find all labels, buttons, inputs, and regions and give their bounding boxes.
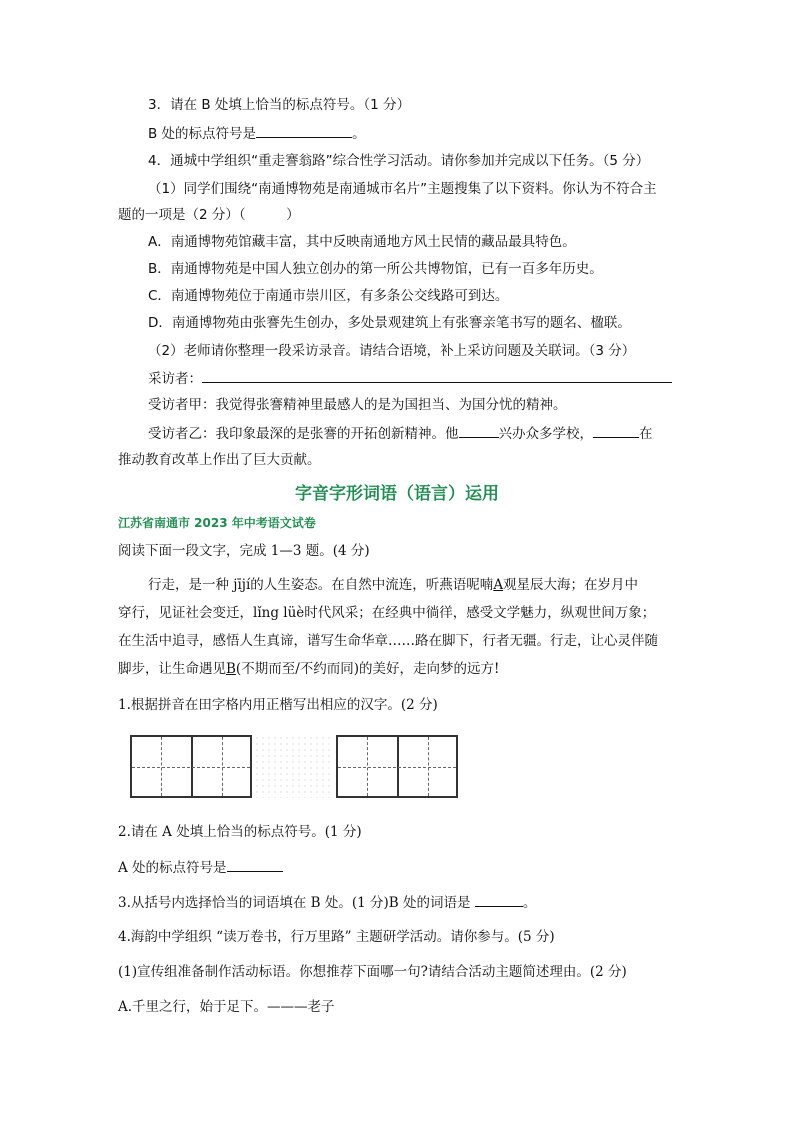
- writing-grid-right[interactable]: [336, 735, 458, 798]
- question-2-answer: [118, 858, 283, 877]
- writing-grid-left[interactable]: [130, 735, 252, 798]
- question-4-1-a: （1）同学们围绕“南通博物苑是南通城市名片”主题搜集了以下资料。你认为不符合主: [148, 181, 657, 197]
- question-3: 3．请在 B 处填上恰当的标点符号。（1 分）: [148, 97, 411, 113]
- mark-b: B: [226, 661, 236, 677]
- answer-blank[interactable]: [227, 858, 283, 872]
- question-1: 1.根据拼音在田字格内用正楷写出相应的汉字。(2 分): [118, 697, 438, 713]
- interviewee-b-cont: 推动教育改革上作出了巨大贡献。: [118, 452, 321, 468]
- question-4-1-slogan: (1)宣传组准备制作活动标语。你想推荐下面哪一句?请结合活动主题简述理由。(2 分): [118, 964, 627, 980]
- passage-text: 行走，是一种 jījí的人生姿态。在自然中流连，听燕语呢喃: [148, 577, 494, 593]
- period: 。: [522, 895, 537, 911]
- interviewee-b-line: [148, 424, 653, 443]
- question-4: 4．通城中学组织“重走謇翁路”综合性学习活动。请你参加并完成以下任务。（5 分）: [148, 153, 650, 169]
- passage-line-4: [118, 660, 499, 678]
- passage-line-1: [148, 576, 638, 594]
- passage-line-2: 穿行，见证社会变迁，lǐng lüè时代风采；在经典中徜徉，感受文学魅力，纵观世间万象；: [118, 605, 656, 621]
- answer-label: B 处的标点符号是: [148, 126, 257, 142]
- option-b: B．南通博物苑是中国人独立创办的第一所公共博物馆，已有一百多年历史。: [148, 261, 603, 277]
- exam-source: 江苏省南通市 2023 年中考语文试卷: [118, 516, 316, 530]
- option-c: C．南通博物苑位于南通市崇川区，有多条公交线路可到达。: [148, 288, 509, 304]
- passage-text: 观星辰大海；在岁月中: [503, 577, 639, 593]
- mark-a: A: [493, 577, 504, 593]
- interviewee-b-text: 受访者乙：我印象最深的是张謇的开拓创新精神。他: [148, 426, 459, 442]
- slogan-option-a: A.千里之行，始于足下。———老子: [118, 999, 335, 1015]
- interviewee-b-mid: 兴办众多学校，: [498, 426, 593, 442]
- conjunction-blank-1[interactable]: [459, 424, 499, 438]
- interviewer-label: 采访者：: [148, 371, 202, 387]
- question-text: 3.从括号内选择恰当的词语填在 B 处。(1 分)B 处的词语是: [118, 895, 475, 911]
- question-3-answer: [148, 124, 366, 143]
- question-4-b: 4.海韵中学组织 “读万卷书，行万里路” 主题研学活动。请你参与。(5 分): [118, 929, 555, 945]
- interviewer-line: [148, 369, 672, 388]
- option-d: D．南通博物苑由张謇先生创办，多处景观建筑上有张謇亲笔书写的题名、楹联。: [148, 315, 631, 331]
- answer-blank[interactable]: [475, 893, 523, 907]
- question-4-1-b: 题的一项是（2 分）（ ）: [118, 207, 300, 223]
- interviewer-blank[interactable]: [202, 369, 672, 383]
- passage-line-3: 在生活中追寻，感悟人生真谛，谱写生命华章……路在脚下，行者无疆。行走，让心灵伴随: [118, 633, 658, 649]
- grid-gap: [254, 735, 334, 798]
- answer-label: A 处的标点符号是: [118, 860, 227, 876]
- period: 。: [352, 126, 366, 142]
- question-2: 2.请在 A 处填上恰当的标点符号。(1 分): [118, 824, 362, 840]
- passage-text: 脚步，让生命遇见: [118, 661, 226, 677]
- conjunction-blank-2[interactable]: [593, 424, 639, 438]
- answer-blank[interactable]: [256, 124, 352, 138]
- option-a: A．南通博物苑馆藏丰富，其中反映南通地方风土民情的藏品最具特色。: [148, 234, 576, 250]
- interviewee-b-end: 在: [639, 426, 653, 442]
- section-title: 字音字形词语（语言）运用: [295, 484, 499, 504]
- interviewee-a: 受访者甲：我觉得张謇精神里最感人的是为国担当、为国分忧的精神。: [148, 397, 567, 413]
- reading-intro: 阅读下面一段文字，完成 1—3 题。(4 分): [118, 543, 370, 559]
- question-3-b: [118, 893, 536, 912]
- question-4-2: （2）老师请你整理一段采访录音。请结合语境，补上采访问题及关联词。（3 分）: [148, 343, 636, 359]
- passage-text: (不期而至/不约而同)的美好，走向梦的远方!: [235, 661, 500, 677]
